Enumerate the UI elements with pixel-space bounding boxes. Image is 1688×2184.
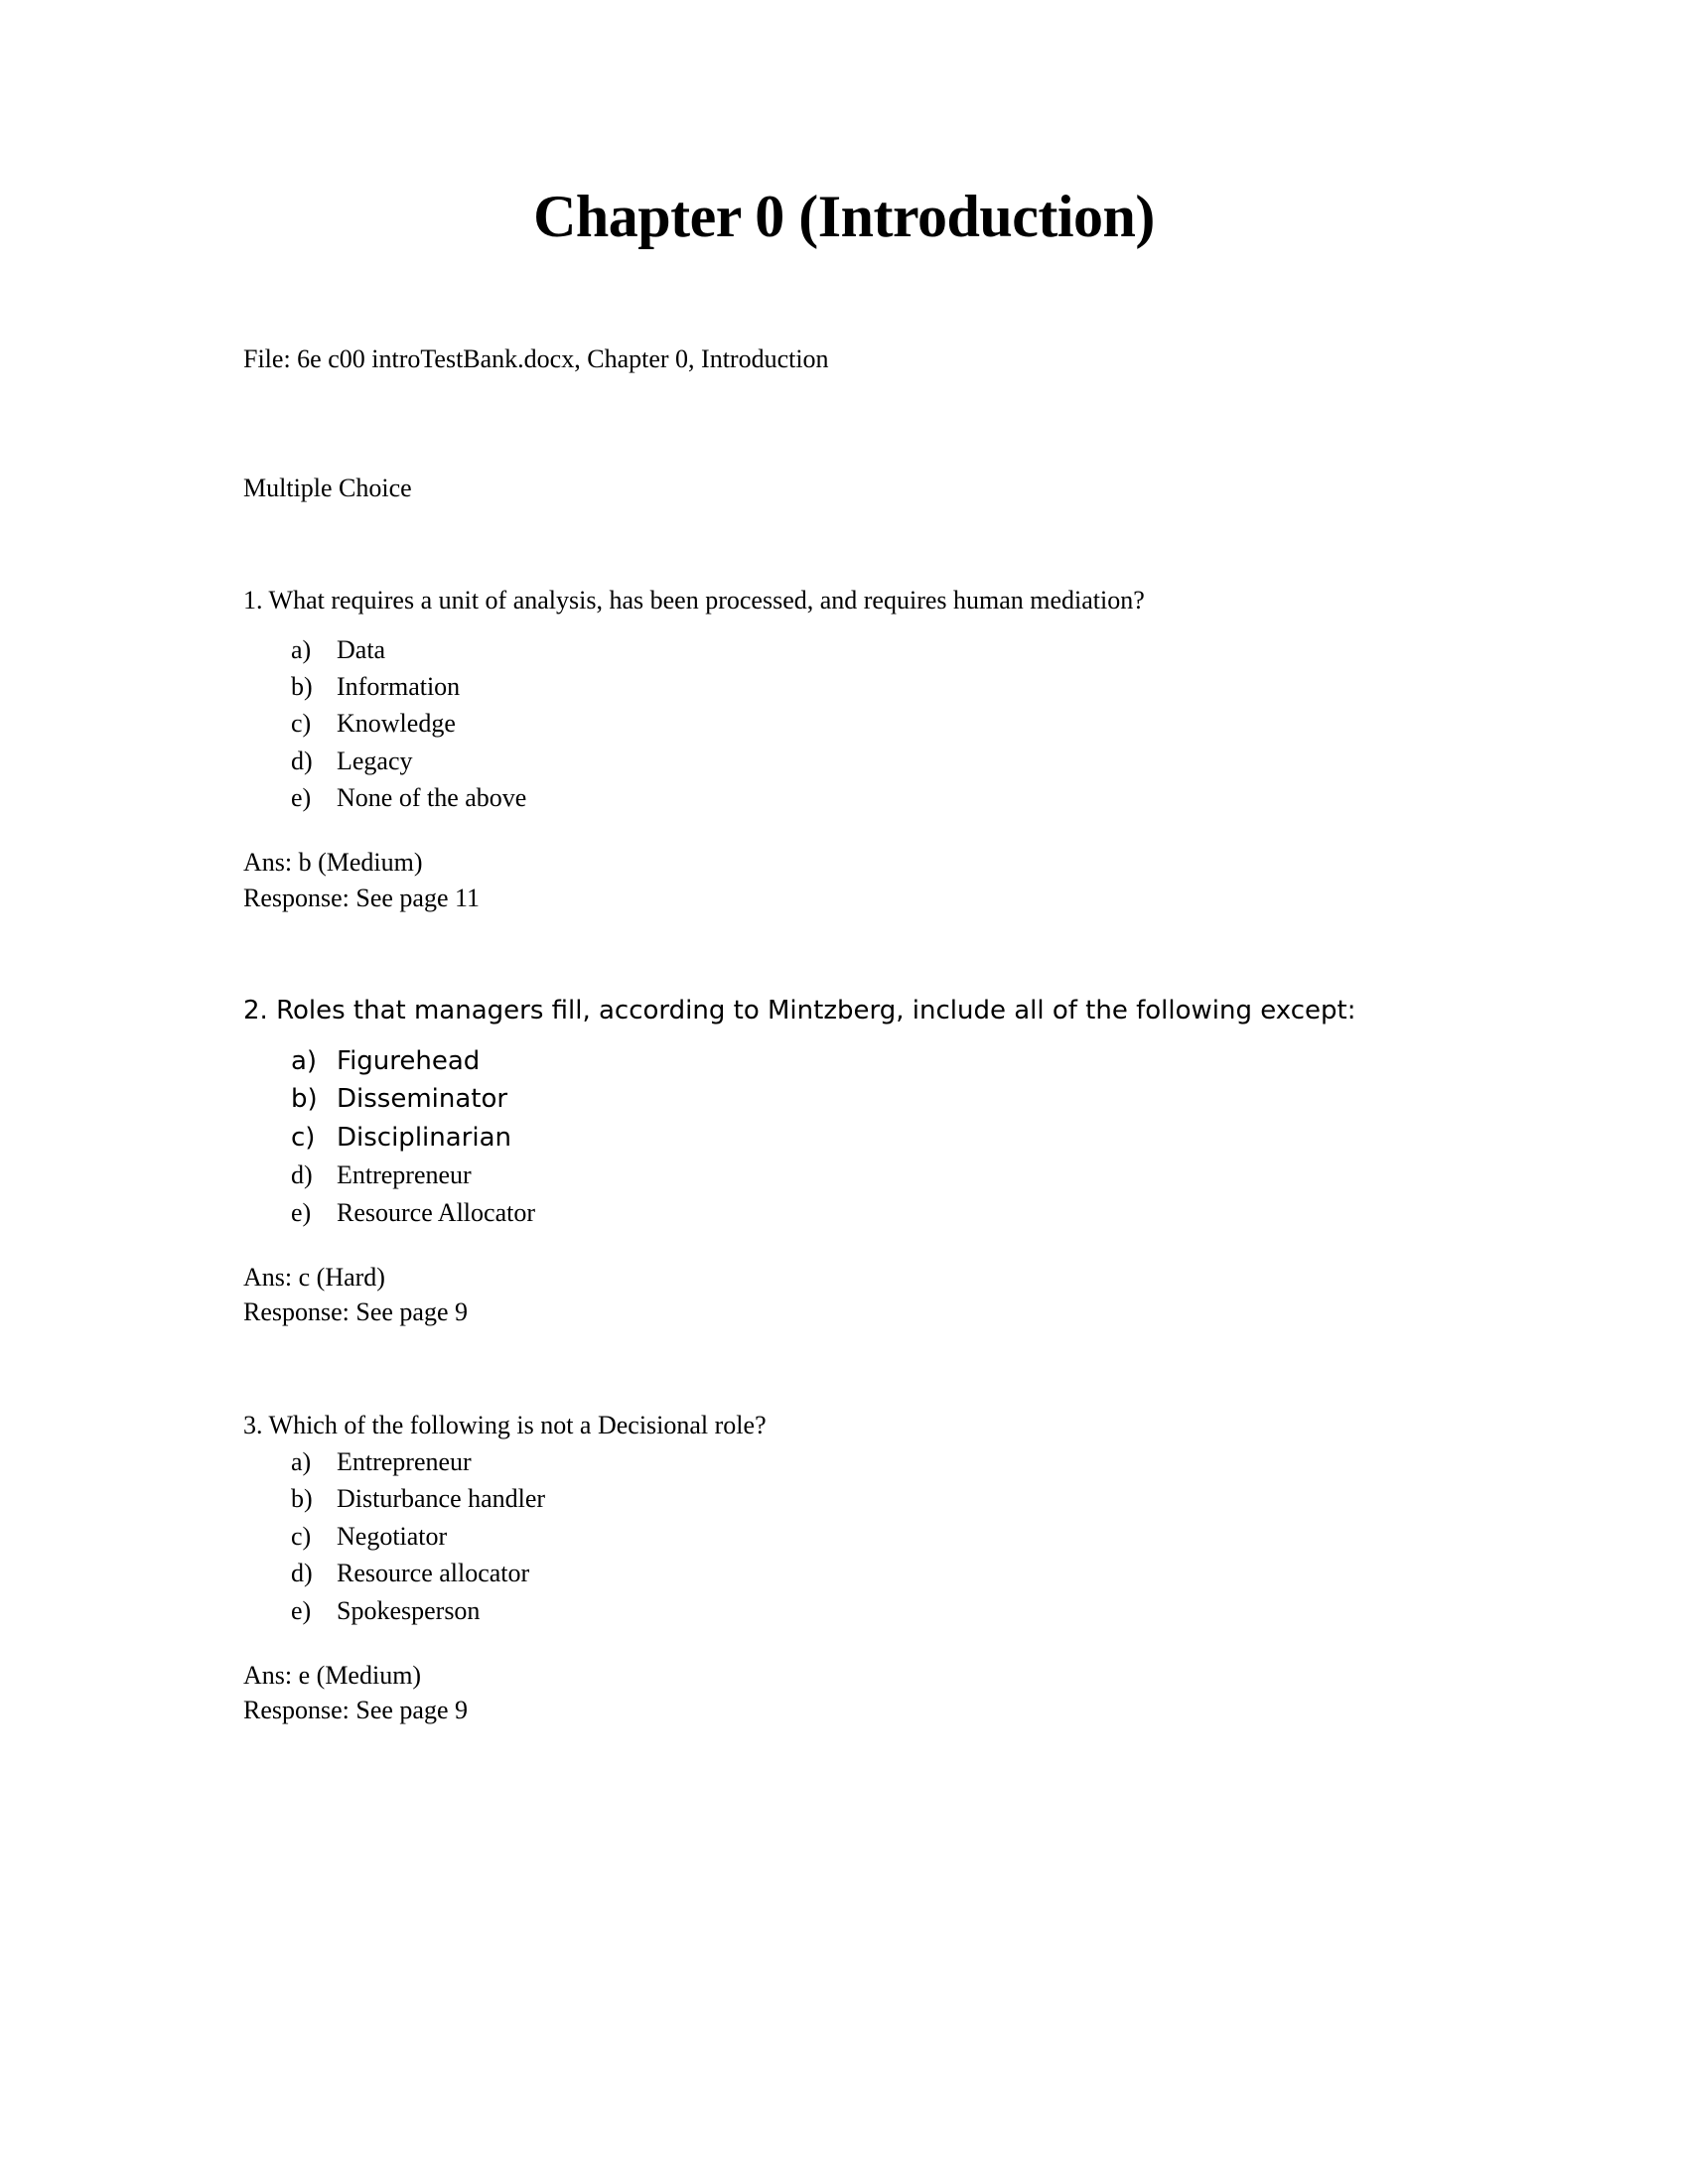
question-1-choice-d[interactable] [291,744,1445,778]
choice-marker: b) [291,1484,313,1514]
question-2-choice-b[interactable] [291,1081,1445,1118]
question-1-choice-b[interactable] [291,669,1445,704]
question-3-stem: 3. Which of the following is not a Decisional role? [243,1410,767,1439]
question-2 [243,993,1445,1330]
question-1-choice-e[interactable] [291,780,1445,815]
question-1-answer-block [243,845,1445,915]
choice-text: Figurehead [337,1045,481,1076]
question-3-answer: Ans: e (Medium) [243,1660,422,1690]
choice-text: Data [337,634,386,664]
choice-marker: e) [291,1197,312,1227]
choice-text: Legacy [337,746,413,775]
question-2-choices [243,1043,1445,1230]
choice-marker: a) [291,1045,318,1076]
question-3-choice-d[interactable] [291,1556,1445,1590]
choice-text: Disseminator [337,1084,508,1115]
choice-marker: b) [291,671,313,701]
question-1-choice-c[interactable] [291,706,1445,741]
choice-marker: e) [291,782,312,812]
question-1-stem: 1. What requires a unit of analysis, has been processed, and requires human mediation? [243,586,1145,615]
choice-marker: a) [291,634,312,664]
question-2-response: Response: See page 9 [243,1297,469,1327]
choice-text: Information [337,671,461,701]
choice-text: Spokesperson [337,1595,481,1625]
question-3-choice-b[interactable] [291,1481,1445,1516]
choice-text: Disturbance handler [337,1484,546,1514]
choice-text: Entrepreneur [337,1160,472,1190]
choice-text: Knowledge [337,709,456,739]
question-3 [243,1408,1445,1728]
choice-text: Resource allocator [337,1559,530,1588]
question-3-choice-a[interactable] [291,1444,1445,1479]
question-2-choice-a[interactable] [291,1043,1445,1080]
file-metadata-line: File: 6e c00 introTestBank.docx, Chapter 0, Introduction [243,344,829,373]
question-2-stem: 2. Roles that managers fill, according to Mintzberg, include all of the following except: [243,996,1356,1026]
choice-marker: d) [291,746,313,775]
question-3-answer-block [243,1658,1445,1728]
question-3-choices [243,1444,1445,1628]
question-2-choice-e[interactable] [291,1195,1445,1230]
question-3-choice-e[interactable] [291,1593,1445,1628]
choice-text: Entrepreneur [337,1447,472,1477]
choice-text: Resource Allocator [337,1197,535,1227]
question-2-choice-c[interactable] [291,1120,1445,1157]
question-1 [243,583,1445,915]
choice-text: None of the above [337,782,527,812]
choice-marker: c) [291,709,312,739]
choice-marker: c) [291,1122,316,1153]
question-1-response: Response: See page 11 [243,883,481,912]
question-3-response: Response: See page 9 [243,1696,469,1725]
question-1-choice-a[interactable] [291,632,1445,667]
question-3-choice-c[interactable] [291,1519,1445,1554]
question-1-answer: Ans: b (Medium) [243,848,423,878]
question-2-answer-block [243,1260,1445,1330]
choice-marker: c) [291,1521,312,1551]
choice-marker: d) [291,1559,313,1588]
choice-marker: e) [291,1595,312,1625]
question-1-choices [243,632,1445,816]
choice-text: Disciplinarian [337,1122,511,1153]
page-title: Chapter 0 (Introduction) [533,184,1155,249]
choice-marker: b) [291,1084,318,1115]
choice-marker: d) [291,1160,313,1190]
choice-marker: a) [291,1447,312,1477]
choice-text: Negotiator [337,1521,448,1551]
question-2-choice-d[interactable] [291,1158,1445,1192]
section-heading-multiple-choice: Multiple Choice [243,474,412,503]
question-2-answer: Ans: c (Hard) [243,1263,385,1292]
